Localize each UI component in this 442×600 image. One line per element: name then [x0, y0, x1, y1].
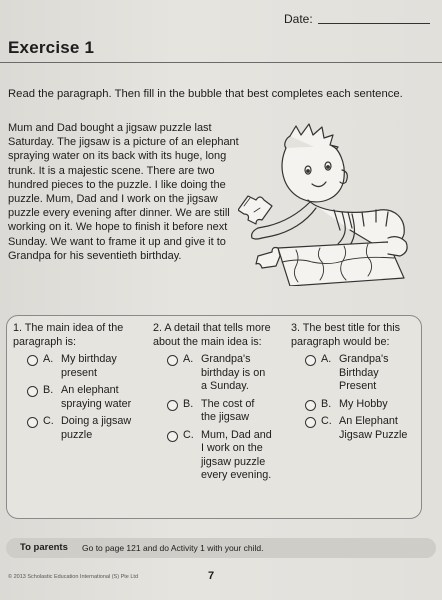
answer-bubble[interactable] [27, 386, 38, 397]
question-stem: 2. A detail that tells more about the main idea is: [153, 322, 271, 348]
answer-bubble[interactable] [305, 417, 316, 428]
answer-bubble[interactable] [27, 355, 38, 366]
option-text: My Hobby [339, 397, 388, 410]
reading-passage: Mum and Dad bought a jigsaw puzzle last Saturday. The jigsaw is a picture of an elephant spraying water on its back with its huge, long trunk. It is a majestic scene. There are two hundred pieces to the puzzle. I like doing the puzzle. Mum, Dad and I work on the jigsaw puzzle every evening after dinner. We are still working on it. We hope to finish it before next Sunday. We want to frame it up and give it to Grandpa for his seventieth birthday. [8, 122, 239, 262]
copyright-notice: © 2013 Scholastic Education International (S) Pte Ltd [8, 574, 139, 580]
parents-label: To parents [20, 542, 68, 553]
option-text: Doing a jigsaw puzzle [61, 415, 132, 441]
option-letter: C. [321, 415, 332, 427]
date-label: Date: [284, 12, 313, 26]
answer-bubble[interactable] [305, 355, 316, 366]
question-1 [13, 322, 139, 446]
answer-option[interactable] [167, 398, 277, 425]
answer-option[interactable] [27, 353, 139, 380]
answer-bubble[interactable] [305, 400, 316, 411]
answer-option[interactable] [305, 398, 417, 412]
question-2 [153, 322, 277, 487]
answer-option[interactable] [27, 415, 139, 442]
option-letter: A. [43, 353, 54, 365]
answer-option[interactable] [167, 353, 277, 394]
answer-bubble[interactable] [27, 417, 38, 428]
instructions: Read the paragraph. Then fill in the bubble that best completes each sentence. [8, 88, 403, 100]
answer-bubble[interactable] [167, 431, 178, 442]
option-text: Grandpa's Birthday Present [339, 353, 389, 392]
option-letter: A. [183, 353, 194, 365]
option-text: My birthday present [61, 353, 117, 379]
answer-option[interactable] [305, 353, 417, 394]
option-text: Mum, Dad and I work on the jigsaw puzzle every evening. [201, 428, 272, 481]
page-number: 7 [208, 570, 215, 582]
answer-bubble[interactable] [167, 400, 178, 411]
boy-puzzle-illustration [238, 118, 418, 286]
answer-option[interactable] [167, 429, 277, 483]
option-text: Grandpa's birthday is on a Sunday. [201, 353, 266, 392]
answer-bubble[interactable] [167, 355, 178, 366]
title-divider [0, 62, 442, 63]
bleed-through-text [340, 47, 344, 62]
question-stem: 3. The best title for this paragraph would be: [291, 322, 401, 348]
questions-box [6, 315, 422, 519]
option-letter: C. [183, 428, 194, 441]
option-text: An elephant spraying water [61, 384, 132, 410]
option-text: The cost of the jigsaw [201, 397, 255, 423]
answer-option[interactable] [27, 384, 139, 411]
parents-note-bar [6, 538, 436, 558]
date-line[interactable] [318, 23, 430, 24]
option-text: An Elephant Jigsaw Puzzle [339, 415, 408, 441]
answer-option[interactable] [305, 415, 417, 442]
option-letter: B. [183, 397, 194, 410]
question-stem: 1. The main idea of the paragraph is: [13, 322, 124, 348]
option-letter: B. [43, 384, 54, 396]
option-letter: A. [321, 353, 332, 365]
parents-note: Go to page 121 and do Activity 1 with your child. [82, 542, 264, 553]
exercise-title: Exercise 1 [8, 38, 95, 57]
question-3 [291, 322, 417, 446]
option-letter: C. [43, 415, 54, 427]
option-letter: B. [321, 397, 332, 410]
